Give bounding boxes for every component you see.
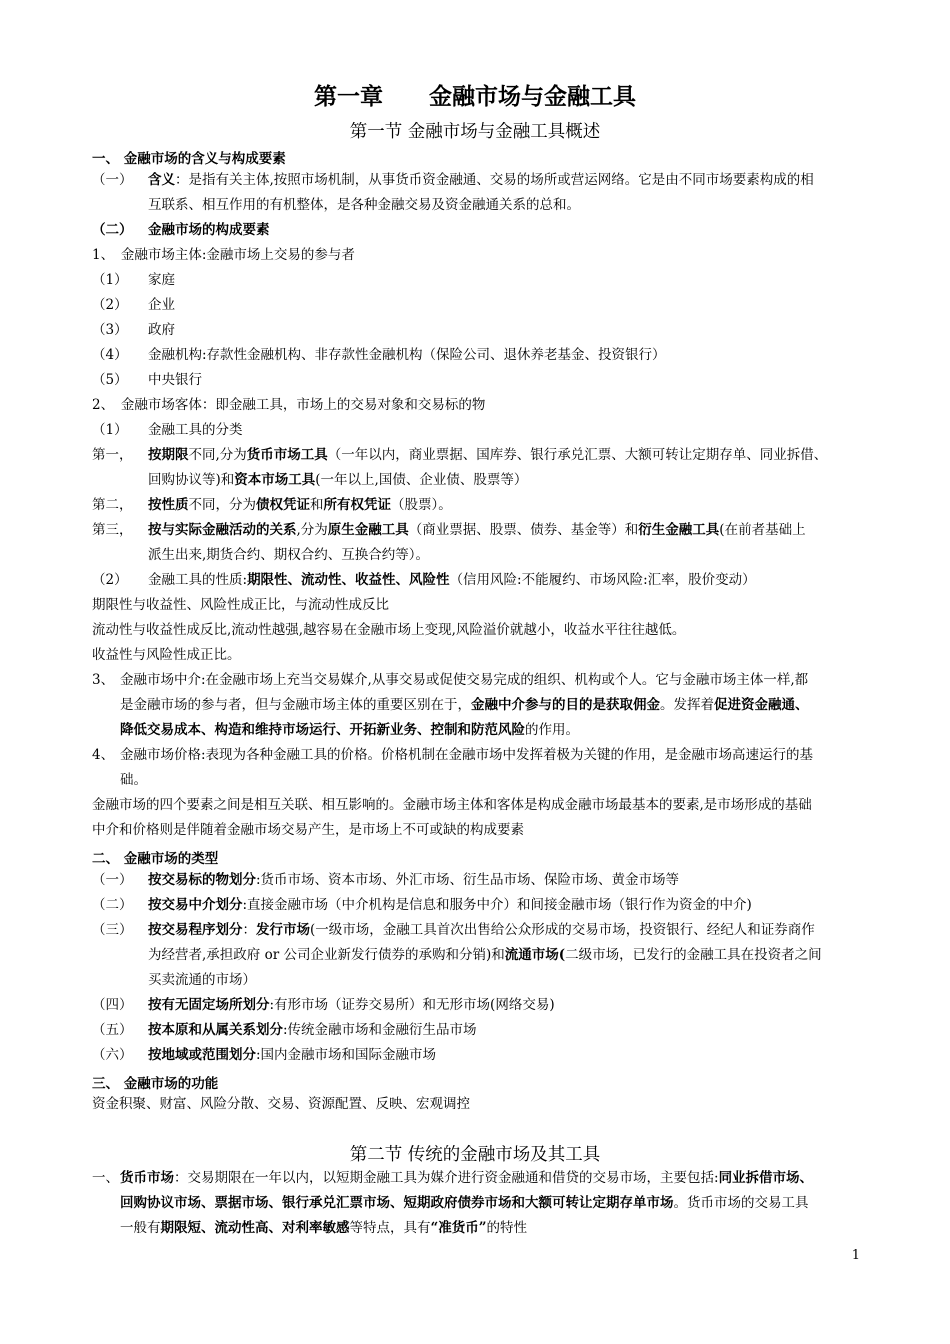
item-marker: （六） bbox=[92, 1047, 133, 1063]
type-item: 按地域或范围划分:国内金融市场和国际金融市场 bbox=[148, 1047, 437, 1063]
item-marker: 第二， bbox=[92, 497, 133, 513]
body-text: 期限性与收益性、风险性成正比，与流动性成反比 bbox=[92, 597, 389, 613]
classification-line: 回购协议等)和资本市场工具(一年以上,国债、企业债、股票等） bbox=[148, 472, 528, 488]
item-marker: （4） bbox=[92, 347, 128, 363]
body-text: 中介和价格则是伴随着金融市场交易产生，是市场上不可或缺的构成要素 bbox=[92, 822, 524, 838]
chapter-title: 第一章 金融市场与金融工具 bbox=[314, 83, 636, 110]
heading-one: 一、 金融市场的含义与构成要素 bbox=[92, 151, 286, 167]
body-text: 流动性与收益性成反比,流动性越强,越容易在金融市场上变现,风险溢价就越小，收益水平往往越低。 bbox=[92, 622, 686, 638]
type-item: 按交易程序划分：发行市场(一级市场，金融工具首次出售给公众形成的交易市场，投资银行、经纪人和证券商作 bbox=[148, 922, 815, 938]
list-item: 金融机构:存款性金融机构、非存款性金融机构（保险公司、退休养老基金、投资银行） bbox=[148, 347, 666, 363]
type-item: 买卖流通的市场） bbox=[148, 972, 256, 988]
body-text: 资金积聚、财富、风险分散、交易、资源配置、反映、宏观调控 bbox=[92, 1096, 470, 1112]
classification-line: 按与实际金融活动的关系,分为原生金融工具（商业票据、股票、债券、基金等）和衍生金融工具(在前者基础上 bbox=[148, 522, 806, 538]
definition-line-1: 含义：是指有关主体,按照市场机制，从事货币资金融通、交易的场所或营运网络。它是由不同市场要素构成的相 bbox=[148, 172, 814, 188]
item-marker: （四） bbox=[92, 997, 133, 1013]
item-marker: （2） bbox=[92, 297, 128, 313]
item-marker: （五） bbox=[92, 1022, 133, 1038]
intermediary-line: 降低交易成本、构造和维持市场运行、开拓新业务、控制和防范风险的作用。 bbox=[120, 722, 579, 738]
type-item: 按交易标的物划分:货币市场、资本市场、外汇市场、衍生品市场、保险市场、黄金市场等 bbox=[148, 872, 680, 888]
properties-line: 金融工具的性质:期限性、流动性、收益性、风险性（信用风险:不能履约、市场风险:汇率，股价变动） bbox=[148, 572, 756, 588]
item-marker: 3、 bbox=[92, 672, 115, 688]
price-line: 础。 bbox=[120, 772, 147, 788]
classification-line: 按期限不同,分为货币市场工具（一年以内，商业票据、国库券、银行承兑汇票、大额可转让定期存单、同业拆借、 bbox=[148, 447, 828, 463]
classification-line: 按性质不同，分为债权凭证和所有权凭证（股票）。 bbox=[148, 497, 452, 513]
price-line: 金融市场价格:表现为各种金融工具的价格。价格机制在金融市场中发挥着极为关键的作用，是金融市场高速运行的基 bbox=[120, 747, 814, 763]
list-item: 金融工具的分类 bbox=[148, 422, 243, 438]
item-marker: （1） bbox=[92, 422, 128, 438]
definition-line-2: 互联系、相互作用的有机整体，是各种金融交易及资金融通关系的总和。 bbox=[148, 197, 580, 213]
item-marker: （2） bbox=[92, 572, 128, 588]
page-number: 1 bbox=[851, 1248, 860, 1263]
list-item: 家庭 bbox=[148, 272, 175, 288]
subheading-elements: 金融市场的构成要素 bbox=[148, 222, 270, 238]
list-item: 政府 bbox=[148, 322, 175, 338]
list-item: 企业 bbox=[148, 297, 175, 313]
body-text: 金融市场的四个要素之间是相互关联、相互影响的。金融市场主体和客体是构成金融市场最基本的要素,是市场形成的基础 bbox=[92, 797, 812, 813]
item-marker: （3） bbox=[92, 322, 128, 338]
item-marker: （三） bbox=[92, 922, 133, 938]
item-marker: （一） bbox=[92, 872, 133, 888]
item-marker: （二） bbox=[92, 897, 133, 913]
money-market-line: 一般有期限短、流动性高、对利率敏感等特点，具有“准货币”的特性 bbox=[120, 1220, 528, 1236]
item-marker: （二） bbox=[92, 222, 133, 238]
item-marker: （5） bbox=[92, 372, 128, 388]
type-item: 按本原和从属关系划分:传统金融市场和金融衍生品市场 bbox=[148, 1022, 477, 1038]
item-marker: 第一， bbox=[92, 447, 133, 463]
type-item: 按交易中介划分:直接金融市场（中介机构是信息和服务中介）和间接金融市场（银行作为资金的中介) bbox=[148, 897, 752, 913]
list-item: 中央银行 bbox=[148, 372, 202, 388]
intermediary-line: 金融市场中介:在金融市场上充当交易媒介,从事交易或促使交易完成的组织、机构或个人。它与金融市场主体一样,都 bbox=[120, 672, 809, 688]
item-marker: 一、 bbox=[92, 1170, 119, 1186]
item-marker: 第三， bbox=[92, 522, 133, 538]
money-market-line: 货币市场：交易期限在一年以内，以短期金融工具为媒介进行资金融通和借贷的交易市场，主要包括:同业拆借市场、 bbox=[120, 1170, 814, 1186]
heading-two: 二、 金融市场的类型 bbox=[92, 851, 219, 867]
classification-line: 派生出来,期货合约、期权合约、互换合约等）。 bbox=[148, 547, 430, 563]
item-marker: 4、 bbox=[92, 747, 115, 763]
type-item: 按有无固定场所划分:有形市场（证券交易所）和无形市场(网络交易) bbox=[148, 997, 555, 1013]
money-market-line: 回购协议市场、票据市场、银行承兑汇票市场、短期政府债券市场和大额可转让定期存单市场。货币市场的交易工具 bbox=[120, 1195, 809, 1211]
section-title-1: 第一节 金融市场与金融工具概述 bbox=[349, 122, 601, 142]
numbered-item-2: 2、 金融市场客体：即金融工具，市场上的交易对象和交易标的物 bbox=[92, 397, 486, 413]
intermediary-line: 是金融市场的参与者，但与金融市场主体的重要区别在于，金融中介参与的目的是获取佣金。发挥着促进资金融通、 bbox=[120, 697, 809, 713]
heading-three: 三、 金融市场的功能 bbox=[92, 1076, 219, 1092]
body-text: 收益性与风险性成正比。 bbox=[92, 647, 241, 663]
section-title-2: 第二节 传统的金融市场及其工具 bbox=[349, 1145, 601, 1165]
numbered-item-1: 1、 金融市场主体:金融市场上交易的参与者 bbox=[92, 247, 355, 263]
item-marker: （一） bbox=[92, 172, 133, 188]
item-marker: （1） bbox=[92, 272, 128, 288]
type-item: 为经营者,承担政府 or 公司企业新发行债券的承购和分销)和流通市场(二级市场，已发行的金融工具在投资者之间 bbox=[148, 947, 822, 963]
